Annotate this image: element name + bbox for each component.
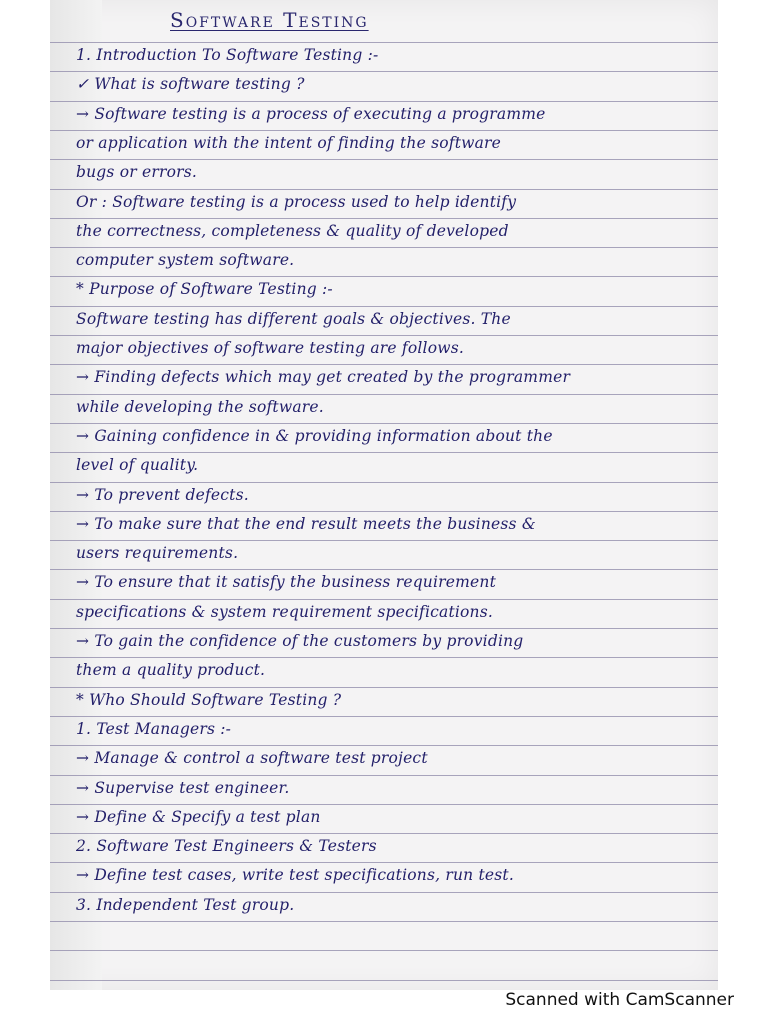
note-line: them a quality product. <box>76 661 266 680</box>
note-line: computer system software. <box>76 251 295 270</box>
note-line: 2. Software Test Engineers & Testers <box>76 837 377 856</box>
note-line: → To prevent defects. <box>76 485 249 504</box>
note-line: major objectives of software testing are follows. <box>76 339 464 357</box>
note-line: → Software testing is a process of executing a programme <box>76 104 546 123</box>
note-line: * Who Should Software Testing ? <box>76 690 342 709</box>
page-title: Software Testing <box>170 8 369 32</box>
note-line: Or : Software testing is a process used to help identify <box>76 192 517 211</box>
note-line: → To make sure that the end result meets the business & <box>76 514 536 533</box>
note-line: → To ensure that it satisfy the business requirement <box>76 573 497 592</box>
ruled-line <box>50 980 718 981</box>
scanner-watermark: Scanned with CamScanner <box>505 990 734 1010</box>
note-line: → Define test cases, write test specifications, run test. <box>76 866 514 885</box>
note-line: Software testing has different goals & objectives. The <box>76 309 511 328</box>
note-line: * Purpose of Software Testing :- <box>76 280 333 299</box>
note-line: specifications & system requirement specifications. <box>76 602 494 621</box>
ruled-line <box>50 921 718 922</box>
note-line: → Supervise test engineer. <box>76 778 290 797</box>
note-line: the correctness, completeness & quality of developed <box>76 221 509 240</box>
ruled-line <box>50 950 718 951</box>
note-line: → Manage & control a software test project <box>76 749 428 768</box>
note-line: 1. Introduction To Software Testing :- <box>76 46 379 64</box>
note-line: 1. Test Managers :- <box>76 719 232 738</box>
note-line: ✓ What is software testing ? <box>76 75 305 94</box>
note-line: users requirements. <box>76 544 239 563</box>
note-line: bugs or errors. <box>76 163 197 182</box>
note-line: → Finding defects which may get created by the programmer <box>76 368 571 387</box>
note-line: → Gaining confidence in & providing information about the <box>76 426 553 445</box>
notebook-paper <box>50 0 718 990</box>
note-line: → Define & Specify a test plan <box>76 807 321 826</box>
note-line: 3. Independent Test group. <box>76 895 295 914</box>
note-line: or application with the intent of finding the software <box>76 133 502 152</box>
note-line: → To gain the confidence of the customers by providing <box>76 632 524 650</box>
note-line: while developing the software. <box>76 397 324 416</box>
note-line: level of quality. <box>76 456 199 475</box>
